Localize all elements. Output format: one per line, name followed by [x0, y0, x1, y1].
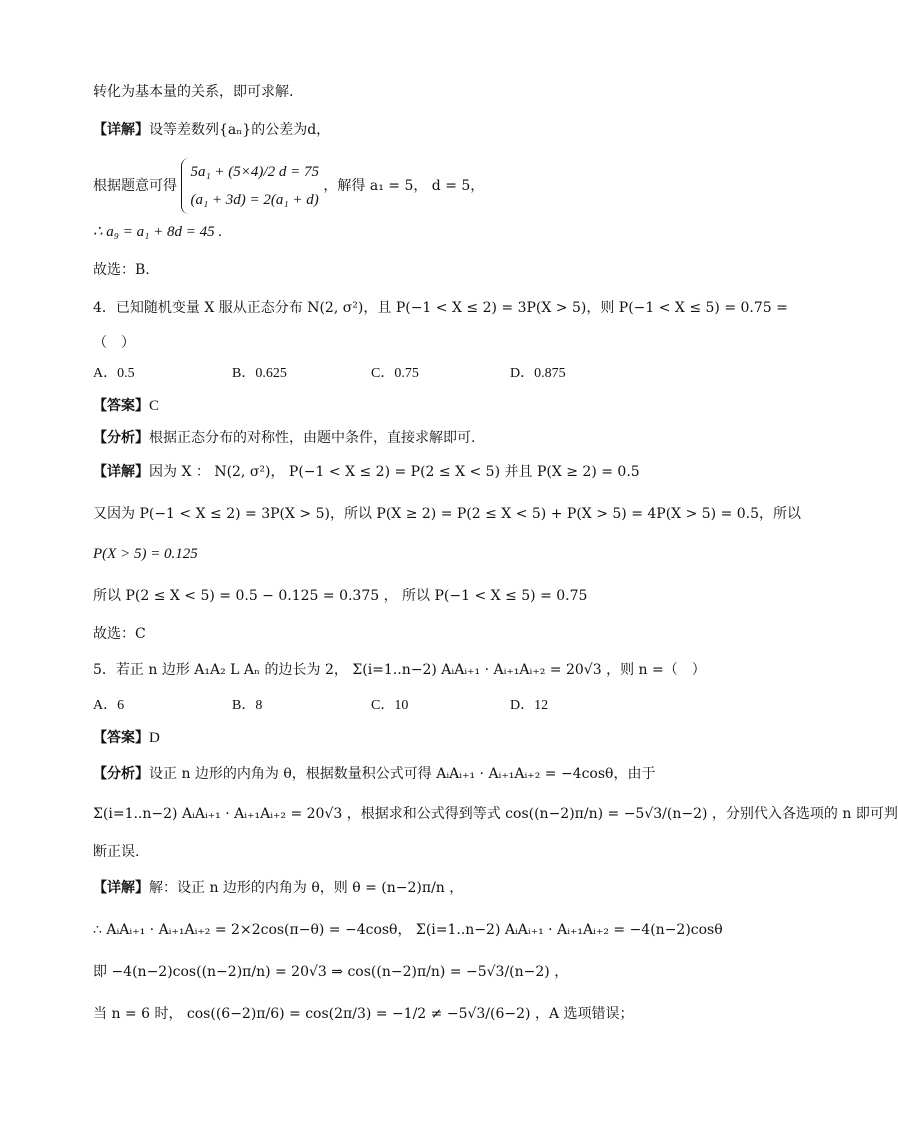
q5-analysis-1	[93, 764, 655, 784]
question-4	[93, 298, 788, 318]
q5-option-b: B．8	[232, 698, 263, 713]
system-line	[93, 158, 484, 214]
text: ∴ a₉ = a₁ + 8d = 45 .	[93, 224, 223, 240]
analysis-tag: 【分析】	[93, 766, 149, 782]
answer-tag: 【答案】	[93, 730, 149, 746]
text: ，解得 a₁ = 5， d = 5，	[323, 178, 485, 194]
question-5	[93, 660, 706, 680]
text: 根据题意可得	[93, 178, 177, 194]
q5-detail-4	[93, 1004, 634, 1024]
q5-analysis-3	[93, 842, 139, 862]
text: 即 −4(n−2)cos((n−2)π/n) = 20√3 ⇒ cos((n−2)π/n) = −5√3/(n−2) ，	[93, 964, 569, 980]
q4-choose	[93, 624, 146, 644]
text: 故选：B.	[93, 262, 150, 278]
equation-1: 5a₁ + (5×4)/2 d = 75	[190, 164, 319, 180]
text: （ ）	[93, 335, 135, 351]
q5-option-a: A．6	[93, 698, 125, 713]
answer-value: D	[149, 730, 160, 746]
text: 当 n = 6 时， cos((6−2)π/6) = cos(2π/3) = −1/2 ≠ −5√3/(6−2) ，A 选项错误；	[93, 1006, 634, 1022]
text: 又因为 P(−1 < X ≤ 2) = 3P(X > 5)，所以 P(X ≥ 2) = P(2 ≤ X < 5) + P(X > 5) = 4P(X > 5) = 0.5，所以	[93, 506, 802, 522]
q4-option-a: A．0.5	[93, 366, 135, 381]
text-line	[93, 260, 150, 280]
text: 设正 n 边形的内角为 θ，根据数量积公式可得 AᵢAᵢ₊₁ · Aᵢ₊₁Aᵢ₊₂ = −4cosθ，由于	[149, 766, 656, 782]
text: 解：设正 n 边形的内角为 θ，则 θ = (n−2)π/n ，	[149, 880, 464, 896]
q4-detail-3	[93, 544, 198, 564]
q4-option-d: D．0.875	[510, 366, 566, 381]
q4-detail-2	[93, 504, 801, 524]
text: P(X > 5) = 0.125	[93, 546, 198, 562]
text: 根据正态分布的对称性，由题中条件，直接求解即可.	[149, 430, 476, 446]
equation-system	[181, 158, 319, 214]
answer-value: C	[149, 398, 160, 414]
q5-detail-2	[93, 920, 723, 940]
question-4-paren	[93, 333, 135, 353]
text: 故选：C	[93, 626, 146, 642]
equation-2: (a₁ + 3d) = 2(a₁ + d)	[190, 192, 319, 208]
text: 所以 P(2 ≤ X < 5) = 0.5 − 0.125 = 0.375 ， 所以 P(−1 < X ≤ 5) = 0.75	[93, 588, 588, 604]
q5-option-c: C．10	[371, 698, 409, 713]
question-text: 4．已知随机变量 X 服从正态分布 N(2, σ²)，且 P(−1 < X ≤ 2) = 3P(X > 5)，则 P(−1 < X ≤ 5) = 0.75 =	[93, 300, 788, 316]
text-line	[93, 222, 222, 242]
q5-option-d: D．12	[510, 698, 549, 713]
q4-detail-4	[93, 586, 587, 606]
detail-tag: 【详解】	[93, 122, 149, 138]
q5-detail-3	[93, 962, 568, 982]
text-line	[93, 82, 293, 102]
detail-tag: 【详解】	[93, 880, 149, 896]
q5-detail-1	[93, 878, 463, 898]
q4-detail-1	[93, 462, 640, 482]
q4-answer	[93, 396, 159, 416]
question-text: 5．若正 n 边形 A₁A₂ L Aₙ 的边长为 2， Σ(i=1..n−2) AᵢAᵢ₊₁ · Aᵢ₊₁Aᵢ₊₂ = 20√3 ，则 n =（ ）	[93, 662, 706, 678]
text: Σ(i=1..n−2) AᵢAᵢ₊₁ · Aᵢ₊₁Aᵢ₊₂ = 20√3 ，根据求和公式得到等式 cos((n−2)π/n) = −5√3/(n−2) ，分别代入各选项的 n 即可判	[93, 806, 898, 822]
detail-tag: 【详解】	[93, 464, 149, 480]
q5-analysis-2	[93, 804, 898, 824]
text: ∴ AᵢAᵢ₊₁ · Aᵢ₊₁Aᵢ₊₂ = 2×2cos(π−θ) = −4cosθ， Σ(i=1..n−2) AᵢAᵢ₊₁ · Aᵢ₊₁Aᵢ₊₂ = −4(n−2)cosθ	[93, 922, 723, 938]
text: 断正误.	[93, 844, 140, 860]
q5-answer	[93, 728, 160, 748]
q4-option-c: C．0.75	[371, 366, 419, 381]
detail-line	[93, 120, 330, 140]
q4-analysis	[93, 428, 475, 448]
text: 转化为基本量的关系，即可求解.	[93, 84, 294, 100]
q4-option-b: B．0.625	[232, 366, 287, 381]
analysis-tag: 【分析】	[93, 430, 149, 446]
answer-tag: 【答案】	[93, 398, 149, 414]
text: 设等差数列{aₙ}的公差为d，	[149, 122, 331, 138]
text: 因为 X ： N(2, σ²)， P(−1 < X ≤ 2) = P(2 ≤ X < 5) 并且 P(X ≥ 2) = 0.5	[149, 464, 640, 480]
